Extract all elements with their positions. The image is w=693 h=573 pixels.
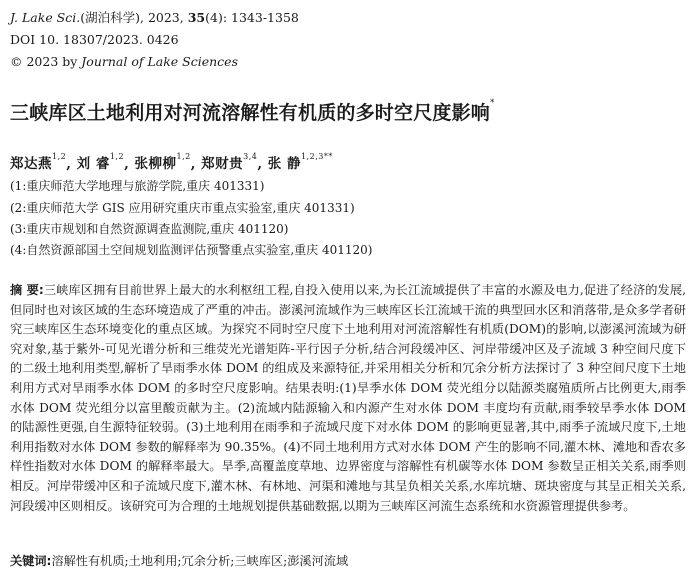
issue-pages: (4): 1343-1358: [205, 10, 299, 25]
abstract-label: 摘 要:: [10, 283, 44, 297]
keywords-text: 溶解性有机质;土地利用;冗余分析;三峡库区;澎溪河流域: [51, 554, 349, 568]
abstract: [10, 281, 686, 516]
author: 郑达燕$^{1,2}$,: [10, 152, 72, 172]
year: , 2023,: [140, 10, 188, 25]
title-footnote-mark: *: [490, 98, 495, 108]
author: 郑财贵$^{3,4}$,: [201, 152, 263, 172]
keywords: [10, 552, 348, 569]
affiliation-2: (2:重庆师范大学 GIS 应用研究重庆市重点实验室,重庆 401331): [10, 201, 355, 215]
journal-name: J. Lake Sci.: [10, 10, 81, 25]
volume: 35: [187, 10, 206, 25]
affiliation-1: (1:重庆师范大学地理与旅游学院,重庆 401331): [10, 179, 265, 193]
affiliation-3: (3:重庆市规划和自然资源调查监测院,重庆 401120): [10, 222, 289, 236]
paper-title: [10, 98, 495, 125]
paper-title-text: 三峡库区土地利用对河流溶解性有机质的多时空尺度影响: [10, 102, 491, 124]
author: 张 静$^{1,2,3**}$: [267, 152, 333, 172]
citation-line: [10, 10, 299, 26]
affiliation-4: (4:自然资源部国土空间规划监测评估预警重点实验室,重庆 401120): [10, 243, 373, 257]
keywords-label: 关键词:: [10, 554, 52, 568]
journal-name-cn: (湖泊科学): [80, 10, 140, 25]
copyright-prefix: © 2023 by: [10, 54, 82, 69]
abstract-text: 三峡库区拥有目前世界上最大的水利枢纽工程,自投入使用以来,为长江流域提供了丰富的水源及电力,促进了经济的发展,但同时也对该区域的生态环境造成了严重的冲击。澎溪河流域作为三峡库区长江流域干流的典型回水区和消落带,是众多学者研究三峡库区生态环境变化的重点区域。为探究不同时空尺度下土地利用对河流溶解性有机质(DOM)的影响,以澎溪河流域为研究对象,基于紫外-可见光谱分析和三维荧光光谱矩阵-平行因子分析,结合河段缓冲区、河岸带缓冲区及子流域 3 种空间尺度下的二级土地利用类型,解析了旱雨季水体 DOM 的组成及来源特征,并采用相关分析和冗余分析方法探讨了 3 种空间尺度下土地利用方式对旱雨季水体 DOM 的多时空尺度影响。结果表明:(1)旱季水体 DOM 荧光组分以陆源类腐殖质所占比例更大,雨季水体 DOM 荧光组分以富里酸贡献为主。(2)流域内陆源输入和内源产生对水体 DOM 丰度均有贡献,雨季较旱季水体 DOM 的陆源性更强,自生源特征较弱。(3)土地利用在雨季和子流域尺度下对水体 DOM 的影响更显著,其中,雨季子流域尺度下,土地利用指数对水体 DOM 参数的解释率为 90.35%。(4)不同土地利用方式对水体 DOM 产生的影响不同,灌木林、滩地和香农多样性指数对水体 DOM 的解释率最大。旱季,高覆盖度草地、边界密度与溶解性有机碳等水体 DOM 参数呈正相关关系,雨季则相反。河岸带缓冲区和子流域尺度下,灌木林、有林地、河渠和滩地与其呈负相关关系,水库坑塘、斑块密度与其呈正相关关系,河段缓冲区则相反。该研究可为合理的土地规划提供基础数据,以期为三峡库区河流生态系统和水资源管理提供参考。: [10, 283, 686, 513]
author: 刘 睿$^{1,2}$,: [76, 152, 130, 172]
author: 张柳柳$^{1,2}$,: [134, 152, 196, 172]
copyright-line: [10, 54, 238, 70]
author-list: [10, 152, 333, 172]
doi: DOI 10. 18307/2023. 0426: [10, 32, 179, 47]
copyright-journal: Journal of Lake Sciences: [81, 54, 238, 69]
